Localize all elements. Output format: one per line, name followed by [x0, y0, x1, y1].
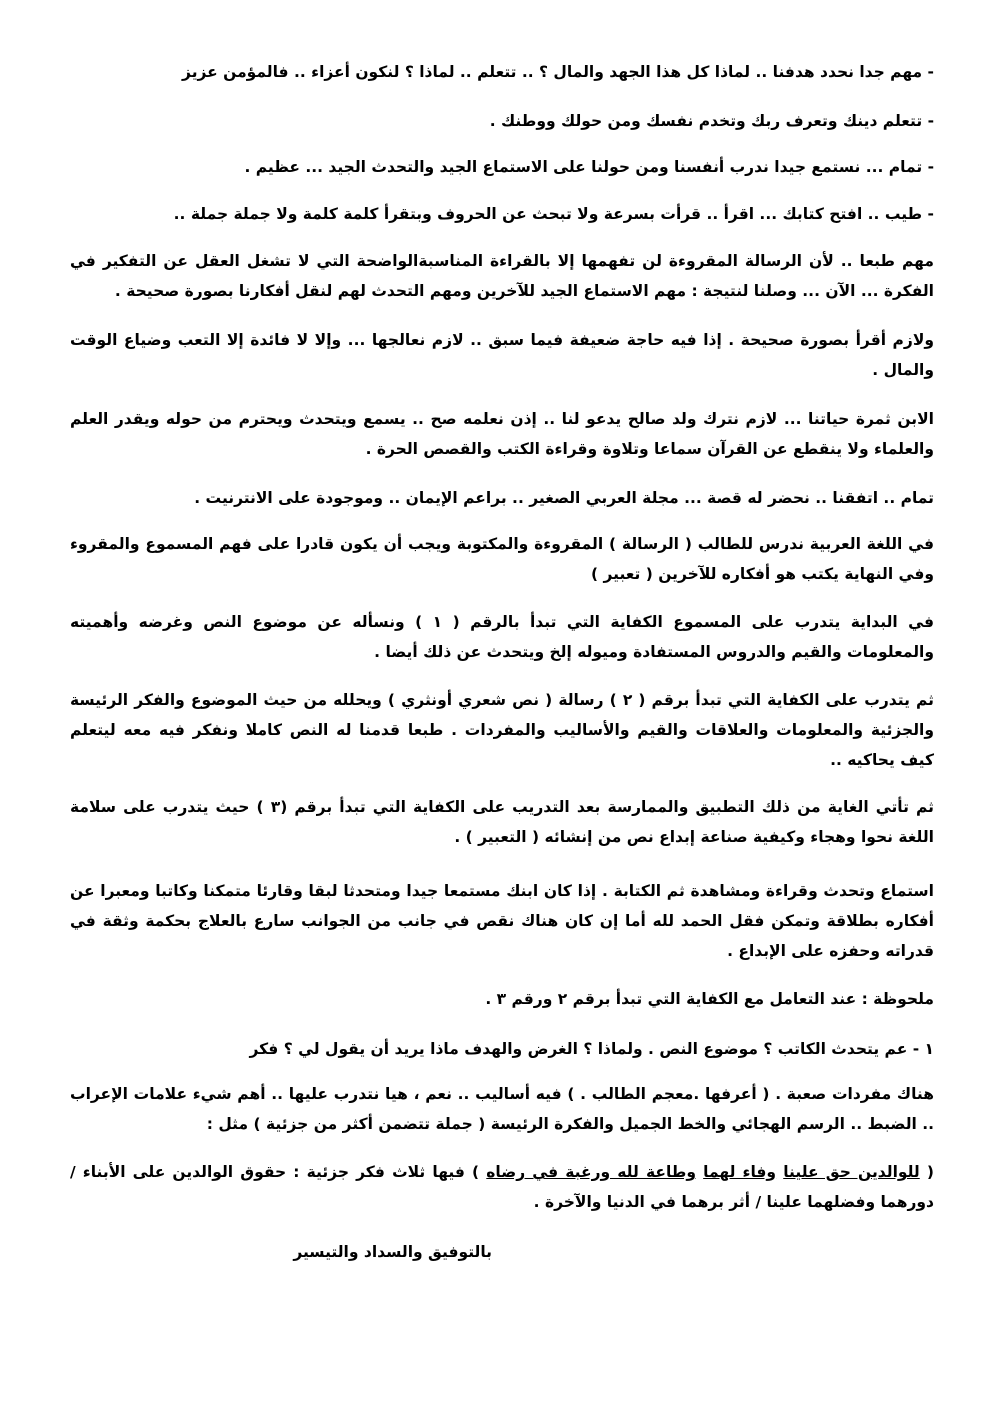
- paragraph-open-book: - طيب .. افتح كتابك ... اقرأ .. قرأت بسرعة ولا تبحث عن الحروف وبتقرأ كلمة كلمة ولا جملة جملة ..: [173, 205, 934, 223]
- paragraph-agreed-story: تمام .. اتفقنا .. نحضر له قصة ... مجلة العربي الصغير .. براعم الإيمان .. وموجودة على الانترنيت .: [194, 489, 934, 507]
- example-idea-2: وفاء لهما: [703, 1163, 777, 1181]
- paragraph-goal: - مهم جدا نحدد هدفنا .. لماذا كل هذا الجهد والمال ؟ .. تتعلم .. لماذا ؟ لنكون أعزاء .. فالمؤمن عزيز: [182, 63, 934, 81]
- paragraph-competency-1: في البداية يتدرب على المسموع الكفاية التي تبدأ بالرقم ( ١ ) ونسأله عن موضوع النص وغرضه وأهميته والمعلومات والقيم والدروس المستفادة وميوله إلخ ويتحدث عن ذلك أيضا .: [70, 613, 935, 661]
- paragraph-note: ملحوظة : عند التعامل مع الكفاية التي تبدأ برقم ٢ ورقم ٣ .: [485, 990, 934, 1008]
- paragraph-listen-well: - تمام ... نستمع جيدا ندرب أنفسنا ومن حولنا على الاستماع الجيد والتحدث الجيد ... عظيم .: [244, 158, 934, 176]
- paragraph-parents-example: [70, 1157, 934, 1217]
- paragraph-vocabulary: هناك مفردات صعبة . ( أعرفها .معجم الطالب . ) فيه أساليب .. نعم ، هيا نتدرب عليها .. أهم شيء علامات الإعراب .. الضبط .. الرسم الهجائي والخط الجميل والفكرة الرئيسة ( جملة تتضمن أكثر من جزئية ) مثل :: [70, 1085, 934, 1133]
- example-open: (: [919, 1163, 934, 1181]
- example-idea-1: للوالدين حق علينا: [783, 1163, 920, 1181]
- paragraph-competency-3: ثم تأتي الغاية من ذلك التطبيق والممارسة بعد التدريب على الكفاية التي تبدأ برقم (٣ ) حيث يتدرب على سلامة اللغة نحوا وهجاء وكيفية صناعة إبداع نص من إنشائه ( التعبير ) .: [70, 798, 934, 846]
- paragraph-arabic-language: في اللغة العربية ندرس للطالب ( الرسالة ) المقروءة والمكتوبة ويجب أن يكون قادرا على فهم المسموع والمقروء وفي النهاية يكتب هو أفكاره للآخرين ( تعبير ): [70, 535, 934, 583]
- paragraph-son-fruit: الابن ثمرة حياتنا ... لازم نترك ولد صالح يدعو لنا .. إذن نعلمه صح .. يسمع ويتحدث ويحترم من حوله ويقدر العلم والعلماء ولا ينقطع عن القرآن سماعا وتلاوة وقراءة الكتب والقصص الحرة .: [70, 410, 934, 458]
- paragraph-reading-message: مهم طبعا .. لأن الرسالة المقروءة لن تفهمها إلا بالقراءة المناسبةالواضحة التي لا تشغل العقل عن التفكير في الفكرة ... الآن ... وصلنا لنتيجة : مهم الاستماع الجيد للآخرين ومهم التحدث لهم لنقل أفكارنا بصورة صحيحة .: [70, 252, 934, 300]
- paragraph-learn-religion: - تتعلم دينك وتعرف ربك وتخدم نفسك ومن حولك ووطنك .: [489, 112, 934, 130]
- paragraph-skills-summary: استماع وتحدث وقراءة ومشاهدة ثم الكتابة . إذا كان ابنك مستمعا جيدا ومتحدثا لبقا وقارئا متمكنا وكاتبا ومعبرا عن أفكاره بطلاقة وتمكن فقل الحمد لله أما إن كان هناك نقص في جانب من الجوانب سارع بالعلاج بحكمة وثقة في قدراته وحفزه على الإبداع .: [70, 882, 934, 960]
- example-idea-3: وطاعة لله ورغبة في رضاه: [486, 1163, 696, 1181]
- example-close: ) فيها ثلاث فكر جزئية : حقوق الوالدين على الأبناء / دورهما وفضلهما علينا / أثر برهما في الدنيا والآخرة .: [70, 1163, 934, 1211]
- paragraph-question-list: ١ - عم يتحدث الكاتب ؟ موضوع النص . ولماذا ؟ الغرض والهدف ماذا يريد أن يقول لي ؟ فكر: [249, 1040, 934, 1058]
- closing-wish: بالتوفيق والسداد والتيسير: [293, 1243, 492, 1261]
- paragraph-competency-2: ثم يتدرب على الكفاية التي تبدأ برقم ( ٢ ) رسالة ( نص شعري أونثري ) ويحلله من حيث الموضوع والفكر الرئيسة والجزئية والمعلومات والعلاقات والقيم والأساليب والمفردات . طبعا قدمنا له النص كاملا ونفكر فيه معه ليتعلم كيف يحاكيه ..: [70, 691, 934, 769]
- paragraph-read-correctly: ولازم أقرأ بصورة صحيحة . إذا فيه حاجة ضعيفة فيما سبق .. لازم نعالجها ... وإلا لا فائدة إلا التعب وضياع الوقت والمال .: [70, 331, 934, 379]
